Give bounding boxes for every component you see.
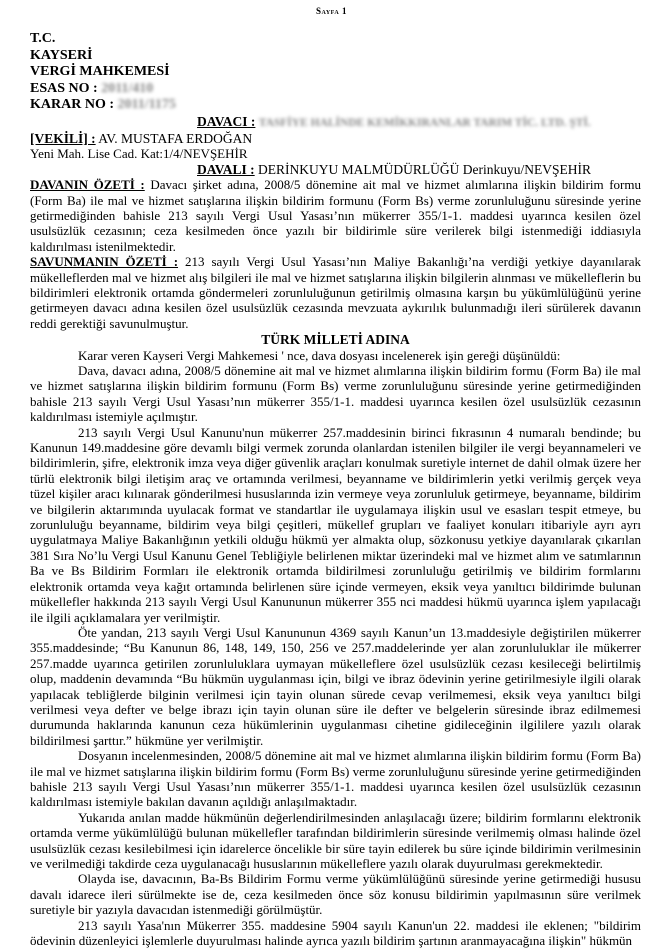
davanin-ozeti-text: Davacı şirket adına, 2008/5 dönemine ait mal ve hizmet alımlarına ilişkin bildirim formu (Form Ba) ile mal ve hizmet satışlarına ilişkin bildirim formunu (Form Bs) verme zorunluluğunu süresinde yerine getirmediğinden bahisle 213 sayılı Vergi Usul Yasası’nın mükerrer 355/1-1. maddesi uyarınca kesilen özel usulsüzlük cezasının; ceza kesilmeden önce yazılı bir bildirimle süre verilerek bilgi istenmediği iddiasıyla kaldırılması istenilmektedir.	[30, 177, 641, 254]
savunmanin-ozeti-text: 213 sayılı Vergi Usul Yasası’nın Maliye Bakanlığı’na verdiği yetkiye dayanılarak mükelleflerden mal ve hizmet alış bilgileri ile mal ve hizmet satışlarına ilişkin bilgilerin alınması ve mükelleflerin bu bildirimleri elektronik ortamda göndermeleri zorunluluğunun getirilmiş olmasına karşın bu yükümlülüğünü yerine getirmeyen davacı adına kesilen özel usulsüzlük cezasında mevzuata aykırılık bulunmadığı ileri sürülerek davanın reddi gerektiği savunulmuştur.	[30, 254, 642, 331]
vekili-address: Yeni Mah. Lise Cad. Kat:1/4/NEVŞEHİR	[30, 146, 248, 162]
vekili-line	[30, 131, 641, 146]
intro-line: Karar veren Kayseri Vergi Mahkemesi ' nce, dava dosyası incelenerek işin gereği düşünüldü:	[78, 347, 561, 363]
paragraph: Öte yandan, 213 sayılı Vergi Usul Kanununun 4369 sayılı Kanun’un 13.maddesiyle değiştirilen mükerrer 355.maddesinde; “Bu Kanunun 86, 148, 149, 150, 256 ve 257.maddelerinde yer alan zorunluluklar ile mükerrer 257.madde uyarınca getirilen zorunluluklara uymayan mükelleflere özel usulsüzlük cezası kesileceği belirtilmiş olup, maddenin devamında “Bu hükmün uygulanması için, bilgi ve ibraz ödevinin yerine getirilmesiyle ilgili olarak yapılacak tebliğlerde bilginin verilmesi için tayin olunan sürede cevap verilmemesi, eksik veya yanıltıcı bilgi verilmesi veya defter ve belge ibrazı için tayin olunan süre ile defter ve belgelerin süresinde ibraz edilmemesi durumunda haklarında kanunun ceza hükümlerinin uygulanması cihetine gidileceğinin ilgililere yazılı olarak bildirilmesi şarttır.” hükmüne yer verilmiştir.	[30, 624, 641, 748]
paragraph: Olayda ise, davacının, Ba-Bs Bildirim Formu verme yükümlülüğünü süresinde yerine getirmediği hususu davalı idarece ileri sürülmekte ise de, ceza kesilmeden önce söz konusu bildirimin yapılmasının süre verilmek suretiyle bir yazıyla davacıdan istenmediği görülmüştür.	[30, 871, 641, 918]
esas-no	[30, 81, 641, 98]
court-country: T.C.	[30, 31, 56, 46]
karar-no	[30, 97, 641, 114]
davali-value: DERİNKUYU MALMÜDÜRLÜĞÜ Derinkuyu/NEVŞEHİR	[258, 161, 592, 177]
esas-value: 2011/410	[101, 80, 154, 96]
esas-label: ESAS NO :	[30, 80, 98, 96]
vekili-value: AV. MUSTAFA ERDOĞAN	[98, 130, 253, 146]
court-city: KAYSERİ	[30, 47, 93, 63]
paragraph: 213 sayılı Vergi Usul Kanunu'nun mükerrer 257.maddesinin birinci fıkrasının 4 numaralı bendinde; bu Kanunun 149.maddesine göre devamlı bilgi vermek zorunda olanlardan istenilen bilgiler ile vergi beyannameleri ve bildirimlerin, şifre, elektronik imza veya diğer güvenlik araçları konulmak suretiyle internet de dahil olmak üzere her türlü elektronik bilgi iletişim araç ve ortamında verilmesi, beyanname ve bildirimlerin yetki verilmiş gerçek veya tüzel kişiler aracı kılınarak gönderilmesi hususlarında izin vermeye veya zorunluluk getirmeye, beyanname, bildirim ve bilgilerin aktarımında uyulacak format ve standartlar ile uygulamaya ilişkin usul ve esasları tespit etmeye, bu zorunluluğu beyanname, bildirim veya bilgi çeşitleri, mükellef grupları ve faaliyet konuları itibariyle ayrı ayrı uygulatmaya Maliye Bakanlığının yetkili olduğu hükmü yer almakta olup, sözkonusu yetkiye dayanılarak çıkarılan 381 Sıra No’lu Vergi Usul Kanunu Genel Tebliğiyle belirlenen miktar üzerindeki mal ve hizmet alım ve satımlarının Ba ve Bs Bildirim Formları ile elektronik ortamda bildirilmesi zorunluluğu getirilmiş ve bildirim formlarını elektronik ortamda veya kağıt ortamında belirlenen süre içinde vermeyen, eksik veya yanıltıcı bildirimde bulunan mükellefler hakkında 213 sayılı Vergi Usul Kanununun mükerrer 355 nci maddesi hükmü uyarınca işlem yapılacağı ile ilgili açıklamalara yer verilmiştir.	[30, 424, 641, 625]
document-body	[30, 31, 641, 948]
page-header: Sayfa 1	[316, 6, 347, 16]
paragraph: Dosyanın incelenmesinden, 2008/5 dönemine ait mal ve hizmet alımlarına ilişkin bildirim formu (Form Ba) ile mal ve hizmet satışlarına ilişkin bildirim formu (Form Bs) verme zorunluluğunu süresinde yerine getirmediğinden bahisle 213 sayılı Vergi Usul Yasası’nın mükerrer 355/1-1. maddesi uyarınca kesilen özel usulsüzlük cezasının kaldırılması istemiyle bakılan davanın açıldığı anlaşılmaktadır.	[30, 748, 641, 810]
davanin-ozeti-label: DAVANIN ÖZETİ :	[30, 177, 145, 193]
davaci-line	[30, 114, 641, 131]
savunmanin-ozeti-label: SAVUNMANIN ÖZETİ :	[30, 254, 179, 270]
paragraph: Yukarıda anılan madde hükmünün değerlendirilmesinden anlaşılacağı üzere; bildirim formlarını elektronik ortamda verme yükümlülüğü bulunan mükellefler tarafından bildirimlerin süresinde verilmemiş olması halinde özel usulsüzlük cezası kesilebilmesi için idarelerce öncelikle bir süre tayin edilerek bu süre içinde bildirimin verilmesinin ve verilmediği takdirde ceza uygulanacağı hususlarının mükelleflere yazılı olarak duyurulması gerekmektedir.	[30, 809, 641, 871]
davali-line	[30, 162, 641, 177]
karar-value: 2011/1175	[117, 97, 176, 112]
savunmanin-ozeti	[30, 254, 641, 331]
davali-label: DAVALI :	[197, 161, 255, 177]
davaci-value: TASFİYE HALİNDE KEMİKKIRANLAR TARIM TİC. LTD. ŞTİ.	[258, 116, 591, 129]
court-name: VERGİ MAHKEMESİ	[30, 64, 170, 79]
paragraph: 213 sayılı Yasa'nın Mükerrer 355. maddesine 5904 sayılı Kanun'un 22. maddesi ile eklenen; "bildirim ödevinin düzenleyici işlemlerle duyurulması halinde ayrıca yazılı bildirim şartının aranmayacağına ilişkin" hükmün	[30, 917, 641, 948]
davaci-label: DAVACI :	[197, 113, 256, 129]
paragraph: Dava, davacı adına, 2008/5 dönemine ait mal ve hizmet alımlarına ilişkin bildirim formu (Form Ba) ile mal ve hizmet satışlarına ilişkin bildirim formunu (Form Bs) verme zorunluluğunu süresinde yerine getirmediğinden bahisle 213 sayılı Vergi Usul Yasası’nın mükerrer 355/1-1. maddesi uyarınca kesilen özel usulsüzlük cezasının kaldırılması istemiyle açılmıştır.	[30, 363, 641, 425]
vekili-label: [VEKİLİ] :	[30, 130, 96, 146]
davanin-ozeti	[30, 177, 641, 254]
karar-label: KARAR NO :	[30, 97, 114, 112]
decision-title: TÜRK MİLLETİ ADINA	[261, 332, 410, 348]
